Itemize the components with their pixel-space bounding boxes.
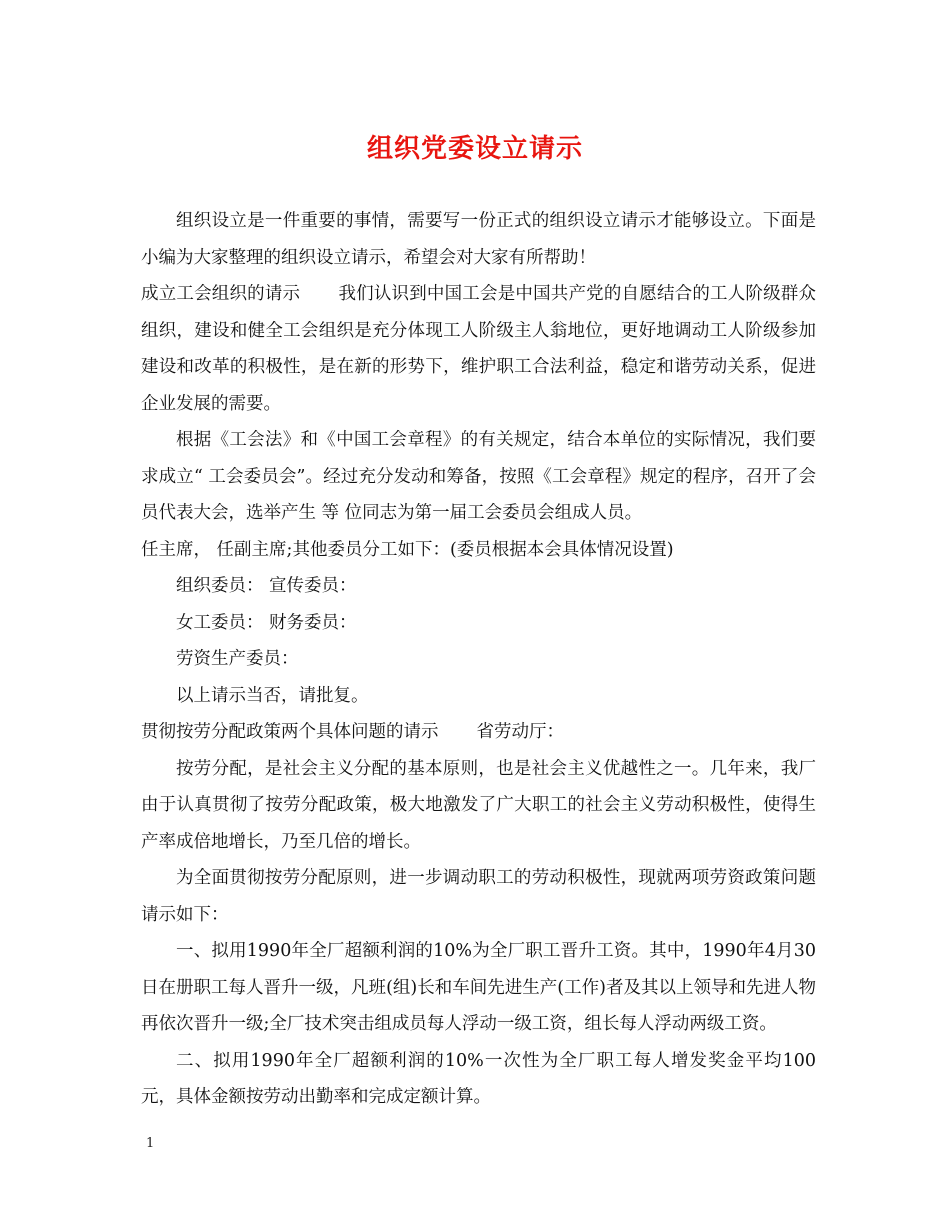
- section-2-heading-line: [141, 714, 816, 751]
- section-1-paragraph-6: 劳资生产委员：: [176, 649, 299, 669]
- section-2-addressee: 省劳动厅：: [476, 722, 564, 742]
- section-2-paragraph-4: 二、拟用1990年全厂超额利润的10%一次性为全厂职工每人增发奖金平均100元，具体金额按劳动出勤率和完成定额计算。: [141, 1050, 816, 1107]
- page-number: 1: [146, 1136, 155, 1151]
- section-2-heading: 贯彻按劳分配政策两个具体问题的请示: [141, 722, 439, 742]
- section-1-paragraph-5: 女工委员： 财务委员：: [176, 612, 357, 633]
- document-body: [141, 203, 816, 1116]
- document-title: 组织党委设立请示: [366, 134, 583, 164]
- section-1-paragraph-1: 我们认识到中国工会是中国共产党的自愿结合的工人阶级群众组织，建设和健全工会组织是充分体现工人阶级主人翁地位，更好地调动工人阶级参加建设和改革的积极性，是在新的形势下，维护职工合法利益，稳定和谐劳动关系，促进企业发展的需要。: [141, 284, 816, 414]
- section-1-paragraph-4: 组织委员： 宣传委员：: [176, 576, 357, 596]
- section-2-paragraph-3: 一、拟用1990年全厂超额利润的10%为全厂职工晋升工资。其中，1990年4月30日在册职工每人晋升一级，凡班(组)长和车间先进生产(工作)者及其以上领导和先进人物再依次晋升一级;全厂技术突击组成员每人浮动一级工资，组长每人浮动两级工资。: [141, 941, 816, 1034]
- section-1-first-paragraph: [141, 276, 816, 422]
- section-2-paragraph-2: 为全面贯彻按劳分配原则，进一步调动职工的劳动积极性，现就两项劳资政策问题请示如下：: [141, 868, 816, 925]
- intro-paragraph: 组织设立是一件重要的事情，需要写一份正式的组织设立请示才能够设立。下面是小编为大家整理的组织设立请示，希望会对大家有所帮助！: [141, 211, 816, 268]
- section-1-paragraph-7: 以上请示当否，请批复。: [176, 685, 369, 706]
- section-1-heading: 成立工会组织的请示: [141, 284, 301, 304]
- section-1-paragraph-3: 任主席， 任副主席;其他委员分工如下：(委员根据本会具体情况设置): [141, 539, 674, 560]
- section-1-paragraph-2: 根据《工会法》和《中国工会章程》的有关规定，结合本单位的实际情况，我们要求成立“ 工会委员会”。经过充分发动和筹备，按照《工会章程》规定的程序，召开了会员代表大会，选举产生 等 位同志为第一届工会委员会组成人员。: [141, 430, 816, 523]
- section-2-paragraph-1: 按劳分配，是社会主义分配的基本原则，也是社会主义优越性之一。几年来，我厂由于认真贯彻了按劳分配政策，极大地激发了广大职工的社会主义劳动积极性，使得生产率成倍地增长，乃至几倍的增长。: [141, 758, 816, 852]
